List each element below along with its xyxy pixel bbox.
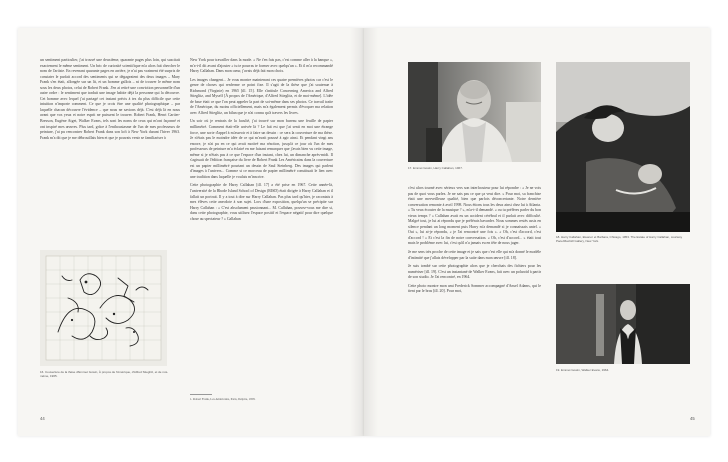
portrait-photo (408, 62, 541, 162)
left-column-2 (190, 58, 333, 225)
footnote-rule (190, 394, 212, 395)
paragraph: Les images changent... Je vous montre maintenant ces quatre premières photos car c'est le genre de choses qui renferme ce point fixe. Il s'agit de la thèse que j'ai soutenue à Richmond (Virginie) en 1965 [ill. 15]. Elle s'intitule Concerning America and Alfred Stieglitz, and Myself [À propos de l'Amérique, d'Alfred Stieglitz, et de moi-même]. L'idée de base était ce que l'on peut appeler la part de soi-même dans ses photos. Ce travail traite de l'Amérique, du moins officiellement, mais m'a également permis d'évoquer ma relation avec Alfred Stieglitz, un bilan que je n'ai connu qu'à travers les livres. (190, 77, 333, 115)
left-column-1 (40, 58, 180, 144)
paragraph: Un soir où je rentrais de la faculté, j'ai trouvé sur mon bureau une feuille de papier millimétré. Comment était-elle arrivée là ? Le fait est que j'ai senti en moi une étrange force, une sorte d'appel à m'asseoir et à faire un dessin : ce sera la couverture de ma thèse. Je n'étais pas le moindre idée de ce qui m'avait poussé à agir ainsi. Et pendant vingt ans encore, je n'ai pu en ce qui avait motivé ma réaction, jusqu'à ce jour où l'un de mes professeurs de peinture m'a éclairé en me faisant remarquer que j'avais bien vu cette image, même si je n'étais pas à ce que l'espace d'un instant, chez lui, un dimanche après-midi. Il s'agissait de l'édition française du livre de Robert Frank Les Américains dans la couverture est un papier millimétré pourtant un dessin de Saul Steinberg. Des images qui parlent d'images à l'univers... Comme si ce morceau de papier millimétré constituait le lien avec une tradition dans laquelle je voulais m'inscrire. (190, 119, 333, 179)
thesis-cover-drawing (40, 250, 167, 366)
page-number-left: 44 (40, 416, 45, 421)
figure-19-caption: 19. Emmet Gowin, Walker Evans, 1964. (556, 368, 610, 372)
paragraph: Je suis tombé sur cette photographie alors que je cherchais des fichiers pour les numériser [ill. 19]. C'est un instantané de Walker Evans, fait avec un polaroïd à partir de son studio. Je l'ai rencontré, en 1964. (408, 264, 541, 280)
paragraph: New York pour travailler dans la mode. « Ne t'en fais pas, c'est comme aller à la banque », m'a-t-il dit avant d'ajouter « tu te pourras te former avec quelqu'un ». Et il m'a recommandé Harry Callahan. Dans mon cœur, j'avais déjà fait mon choix. (190, 58, 333, 74)
right-page (364, 28, 710, 436)
figure-18-caption: 18. Harry Callahan, Eleanor et Barbara, Chicago, 1953. The Estate of Harry Callahan, courtesy Pace/MacGill Gallery, New York. (556, 235, 683, 244)
footnote: 1. Robert Frank, Les Américains, Paris, Delpire, 1958. (190, 397, 256, 401)
figure-17-caption: 17. Emmet Gowin, Harry Callahan, 1967. (408, 166, 463, 170)
paragraph: Je me sens très proche de cette image et je sais que c'est elle qui m'a donné le modèle d'intimité que j'allais développer par la suite dans mon œuvre [ill. 18]. (408, 250, 541, 260)
figure-16-caption: 16. Couverture de la thèse d'Emmet Gowin, À propos de l'Amérique, d'Alfred Stieglitz, et de moi-même, 1965. (40, 370, 169, 379)
paragraph: Cette photographie de Harry Callahan [ill. 17] a été prise en 1967. Cette année-là, l'université de la Rhode Island School of Design (RISD) était dirigée à Harry Callahan et il fallait un portrait. Il y a tout à dire sur Harry Callahan. Pas plus tard qu'hier, je racontais à mes élèves cette anecdote à son sujet. Lors d'une exposition, quelqu'un se précipite sur Harry Callahan : « C'est absolument passionnant... M. Callahan, pouvez-vous me dire si, dans cette photographie, vous utilisez l'espace positif et l'espace négatif pour dire quelque chose au spectateur ? » Callahan (190, 183, 333, 221)
left-page (18, 28, 364, 436)
photo-walker-evans (556, 284, 690, 364)
figure-photo (556, 284, 690, 364)
figure-photo (556, 62, 690, 232)
paragraph: c'est alors tourné avec sérieux vers son interlocuteur pour lui répondre : « Je ne vois pas de quoi vous parlez. Je ne sais pas ce que ça veut dire. » Pour moi, sa franchise était une merveilleuse qualité, bien que parfois déconcertante. Notre dernière conversation remonte à avril 1998. Nous étions tous les deux ainsi chez lui à Atlanta. « Tu veux écouter de la musique ? », m'a-t-il demandé. « ou tu préfères parler du bon vieux temps ? » Callahan avait eu un accident cérébral et il parlait avec difficulté. Malgré tout, je lui ai répondu que je préférais bavarder. Nous sommes restés assis en silence pendant un long moment puis Harry m'a demandé si je connaissais untel. « Oui », lui ai-je répondu, « je l'ai rencontré une fois ». « Oh, c'est d'accord, c'est d'accord ! » Et c'est la fin de notre conversation. « Oh, c'est d'accord... » était tout mais le problème avec lui, c'est qu'il n'a jamais eu en tête de nous juger. (408, 186, 541, 246)
photo-eleanor-barbara (556, 62, 690, 232)
page-number-right: 45 (690, 416, 695, 421)
photo-harry-callahan (408, 62, 541, 162)
figure-thesis-cover (40, 250, 167, 366)
paragraph: un sentiment particulier, j'ai trouvé une deuxième, quarante pages plus loin, qui suscitait exactement le même sentiment. Un bric de curiosité scientifique m'a alors fait chercher le nom de l'artiste. En revenant quarante pages en arrière, je n'ai pas vraiment été surpris de constater le parfait accord des sentiments qui se dégageaient des deux images – Mary Frank s'en était, allongée sur un lit, et un homme gallois – ni de trouver le même nom sous les deux photos, celui de Robert Frank. J'en ai retiré une conviction personnelle d'un autre ordre : le sentiment que traduit une image habite déjà la personne qui la découvre. Cet homme avec lequel j'ai partagé cet instant précis à tes du plus difficile que cette intuition n'importe comment. Ce que je crois être une qualité photographique – par laquelle chacun découvre l'évidence – que nous ne savions déjà. C'est déjà là en nous avant que vos yeux et notre esprit ne puissent le trouver. Robert Frank, Henri Cartier-Bresson, Eugène Atget, Walker Evans, tels sont les noms de ceux qui m'ont façonné et ont inspiré mes œuvres. Plus tard, grâce à l'enthousiasme de l'un de mes professeurs de peinture, j'ai pu rencontrer Robert Frank dans son loft à New York durant l'hiver 1963. Frank m'a dit que je me débrouillais bien et que je pouvais venir se familiariser à (40, 58, 180, 140)
paragraph: Cette photo montre mon ami Frederick Sommer accompagné d'Ansel Adams, qui le tient par le bras [ill. 20]. Pour moi, (408, 283, 541, 294)
right-column (408, 186, 541, 298)
